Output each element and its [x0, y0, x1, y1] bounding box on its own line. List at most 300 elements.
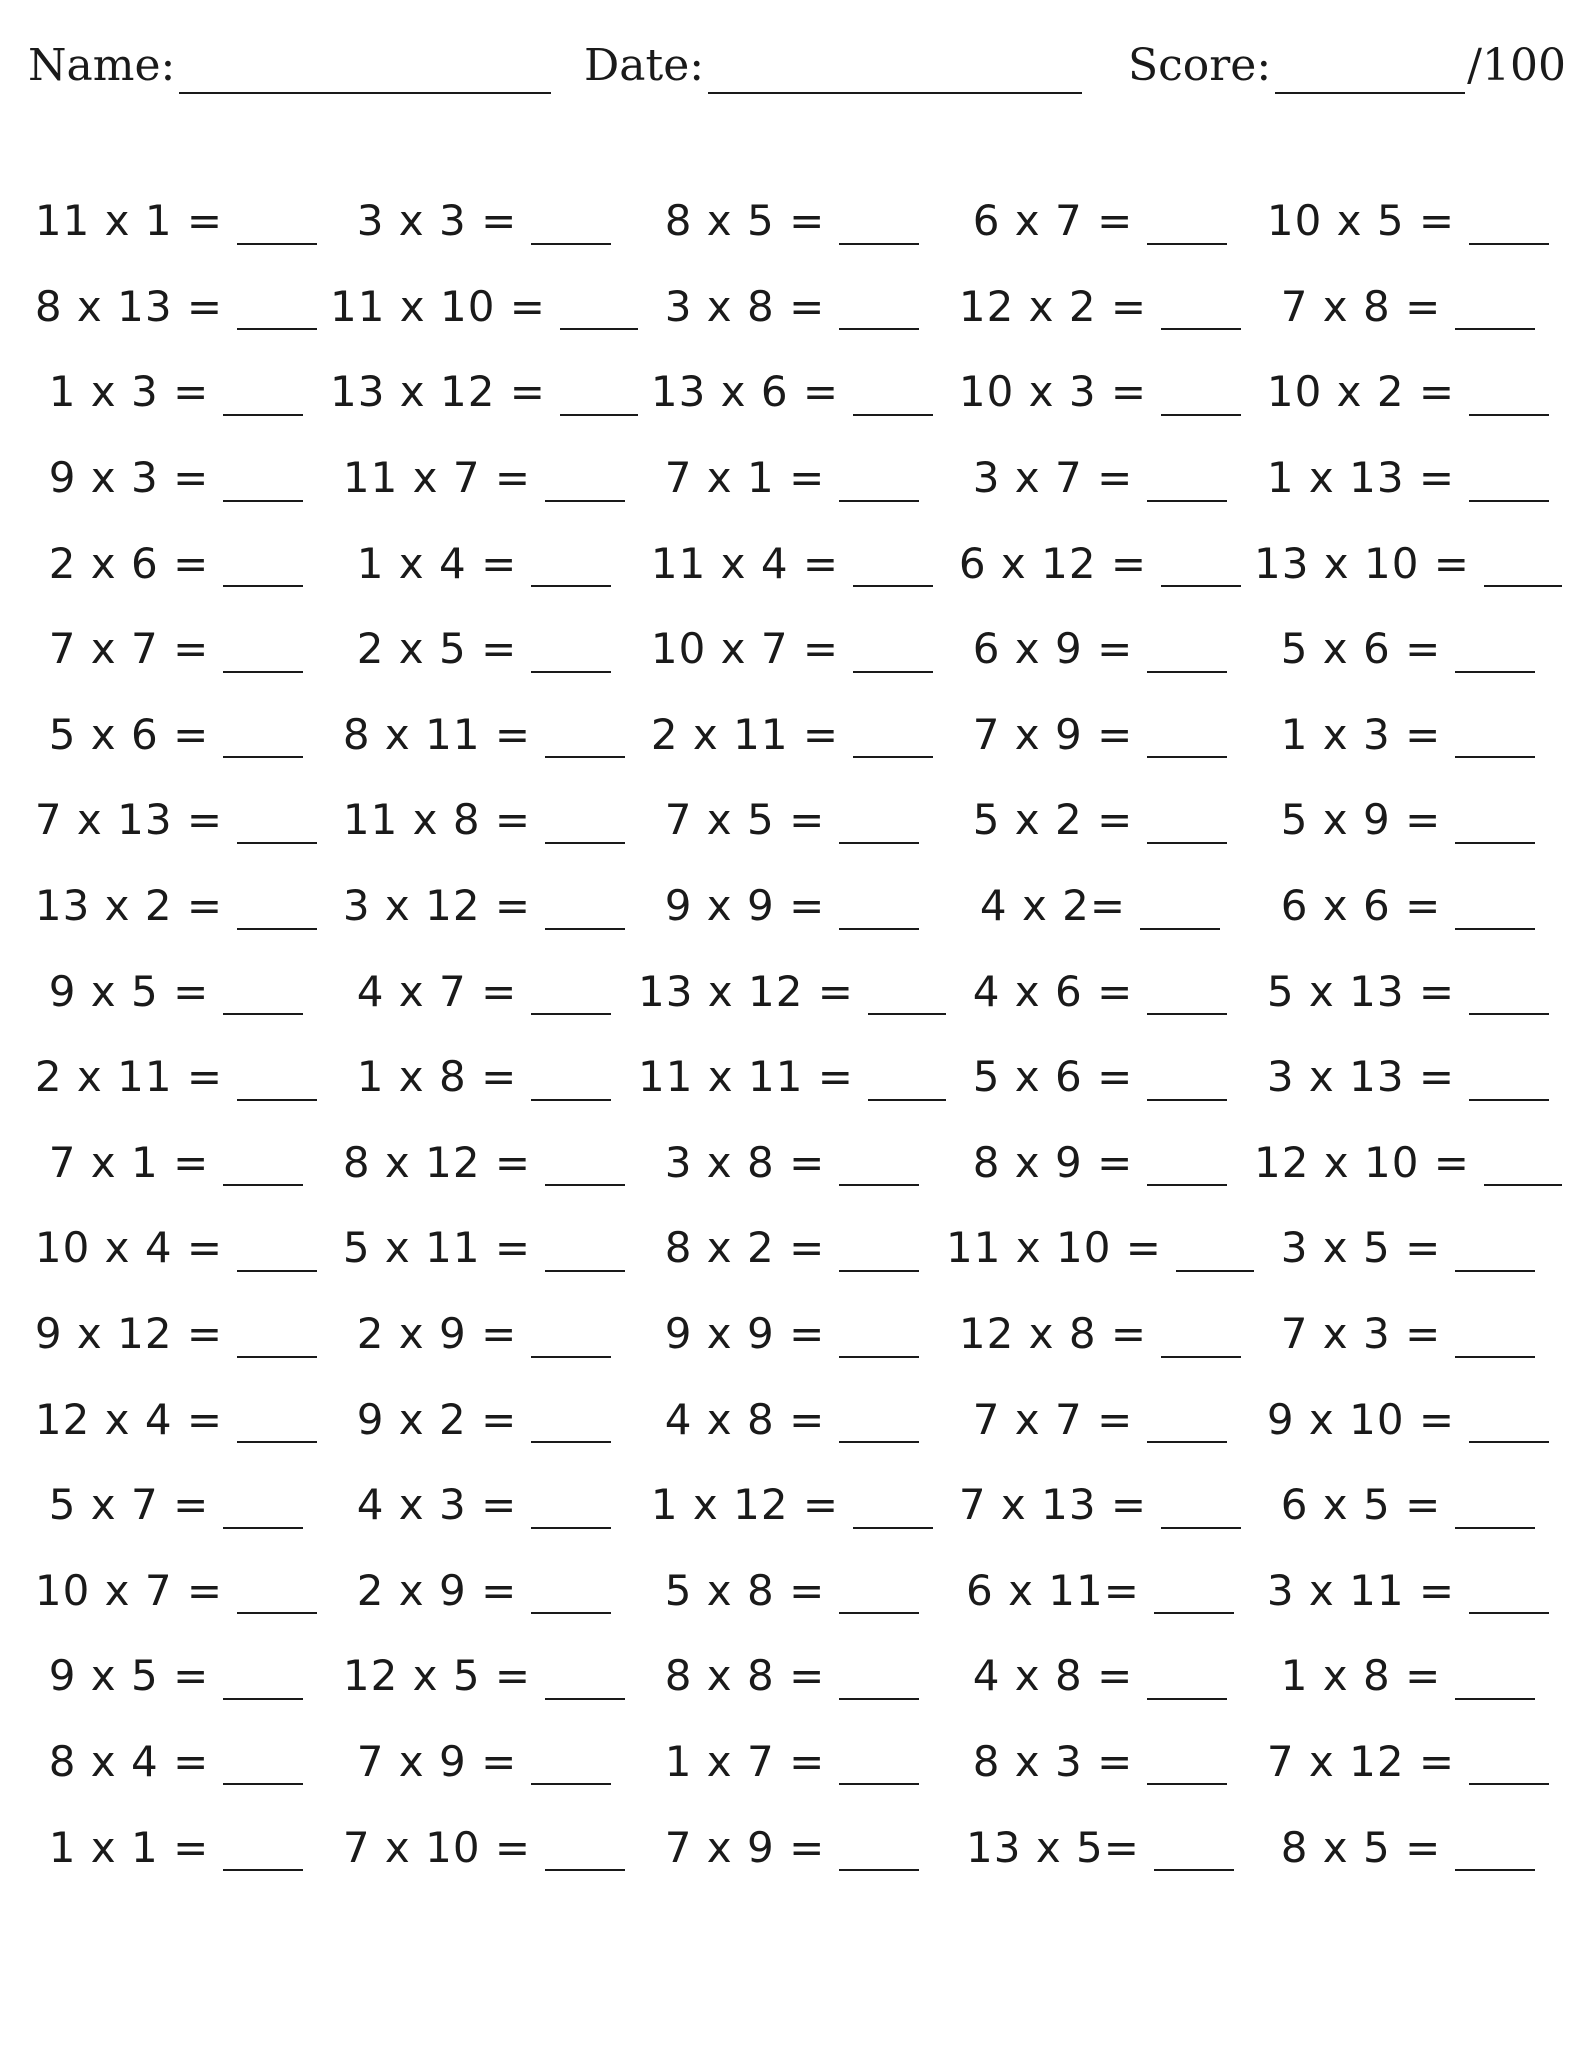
answer-blank[interactable]: [1455, 1232, 1535, 1272]
problem-item: [638, 1719, 946, 1805]
problem-item: [330, 948, 638, 1034]
problem-expression: 12 x 4 =: [34, 1394, 224, 1444]
answer-blank[interactable]: [531, 1574, 611, 1614]
answer-blank[interactable]: [1455, 290, 1535, 330]
answer-blank[interactable]: [237, 1061, 317, 1101]
problem-item: [638, 1462, 946, 1548]
answer-blank[interactable]: [531, 975, 611, 1015]
problem-expression: 1 x 13 =: [1266, 453, 1456, 503]
problem-item: [1254, 948, 1562, 1034]
problem-expression: 4 x 8 =: [664, 1394, 826, 1444]
answer-blank[interactable]: [1161, 290, 1241, 330]
answer-blank[interactable]: [1147, 462, 1227, 502]
problem-item: [22, 264, 330, 350]
problem-expression: 4 x 3 =: [356, 1480, 518, 1530]
answer-blank[interactable]: [531, 1403, 611, 1443]
problem-item: [330, 349, 638, 435]
problem-item: [1254, 1633, 1562, 1719]
answer-blank[interactable]: [839, 1574, 919, 1614]
problem-item: [330, 1462, 638, 1548]
problem-expression: 3 x 8 =: [664, 1137, 826, 1187]
answer-blank[interactable]: [1147, 804, 1227, 844]
answer-blank[interactable]: [839, 290, 919, 330]
problem-item: [638, 1804, 946, 1890]
problem-expression: 9 x 2 =: [356, 1394, 518, 1444]
answer-blank[interactable]: [531, 547, 611, 587]
answer-blank[interactable]: [853, 718, 933, 758]
score-label: Score:: [1128, 40, 1272, 91]
problem-item: [946, 1633, 1254, 1719]
problem-item: [1254, 1548, 1562, 1634]
answer-blank[interactable]: [237, 1232, 317, 1272]
problem-item: [638, 863, 946, 949]
problem-expression: 10 x 3 =: [958, 367, 1148, 417]
problem-item: [946, 1291, 1254, 1377]
problem-expression: 6 x 12 =: [958, 538, 1148, 588]
problem-item: [946, 1376, 1254, 1462]
problem-expression: 5 x 7 =: [48, 1480, 210, 1530]
problem-expression: 8 x 9 =: [972, 1137, 1134, 1187]
problem-expression: 1 x 4 =: [356, 538, 518, 588]
problem-expression: 10 x 7 =: [34, 1565, 224, 1615]
problem-item: [22, 1462, 330, 1548]
problem-item: [638, 1376, 946, 1462]
problem-item: [1254, 1034, 1562, 1120]
problem-item: [638, 1034, 946, 1120]
problem-item: [22, 435, 330, 521]
problem-item: [330, 1548, 638, 1634]
problem-item: [1254, 349, 1562, 435]
problem-item: [22, 1548, 330, 1634]
problem-expression: 3 x 5 =: [1280, 1223, 1442, 1273]
problem-expression: 7 x 8 =: [1280, 281, 1442, 331]
answer-blank[interactable]: [853, 1489, 933, 1529]
answer-blank[interactable]: [1140, 890, 1220, 930]
problem-expression: 2 x 9 =: [356, 1309, 518, 1359]
problem-item: [638, 264, 946, 350]
problem-expression: 5 x 9 =: [1280, 795, 1442, 845]
problem-expression: 13 x 5=: [966, 1822, 1140, 1872]
problem-expression: 3 x 11 =: [1266, 1565, 1456, 1615]
problem-item: [638, 948, 946, 1034]
problem-expression: 8 x 4 =: [48, 1736, 210, 1786]
answer-blank[interactable]: [1147, 1745, 1227, 1785]
answer-blank[interactable]: [839, 462, 919, 502]
problem-item: [946, 692, 1254, 778]
problem-expression: 8 x 13 =: [34, 281, 224, 331]
answer-blank[interactable]: [223, 1489, 303, 1529]
problem-item: [22, 178, 330, 264]
problem-item: [22, 948, 330, 1034]
problem-item: [330, 1804, 638, 1890]
problem-expression: 11 x 8 =: [342, 795, 532, 845]
problem-item: [946, 264, 1254, 350]
problem-expression: 3 x 8 =: [664, 281, 826, 331]
problem-item: [330, 1719, 638, 1805]
answer-blank[interactable]: [1469, 1061, 1549, 1101]
problem-item: [330, 777, 638, 863]
answer-blank[interactable]: [223, 376, 303, 416]
problem-expression: 9 x 9 =: [664, 881, 826, 931]
problem-expression: 4 x 6 =: [972, 966, 1134, 1016]
problem-expression: 7 x 13 =: [34, 795, 224, 845]
problem-expression: 1 x 7 =: [664, 1736, 826, 1786]
answer-blank[interactable]: [1161, 376, 1241, 416]
name-line[interactable]: [179, 42, 551, 94]
answer-blank[interactable]: [1455, 1318, 1535, 1358]
problem-expression: 8 x 8 =: [664, 1651, 826, 1701]
problem-expression: 1 x 1 =: [48, 1822, 210, 1872]
name-field: [28, 38, 551, 94]
problem-expression: 1 x 12 =: [650, 1480, 840, 1530]
problem-item: [946, 1034, 1254, 1120]
problem-expression: 13 x 6 =: [650, 367, 840, 417]
problem-expression: 5 x 6 =: [48, 709, 210, 759]
problem-item: [22, 692, 330, 778]
answer-blank[interactable]: [839, 1232, 919, 1272]
problem-item: [1254, 777, 1562, 863]
problem-item: [946, 1548, 1254, 1634]
problem-item: [22, 1376, 330, 1462]
answer-blank[interactable]: [868, 1061, 946, 1101]
answer-blank[interactable]: [545, 1660, 625, 1700]
answer-blank[interactable]: [223, 1146, 303, 1186]
problem-item: [330, 1205, 638, 1291]
answer-blank[interactable]: [1154, 1574, 1234, 1614]
problem-expression: 10 x 2 =: [1266, 367, 1456, 417]
problem-expression: 11 x 10 =: [946, 1223, 1162, 1273]
problem-expression: 2 x 11 =: [34, 1052, 224, 1102]
problem-expression: 12 x 2 =: [958, 281, 1148, 331]
answer-blank[interactable]: [560, 290, 638, 330]
answer-blank[interactable]: [223, 1660, 303, 1700]
problem-expression: 7 x 9 =: [664, 1822, 826, 1872]
answer-blank[interactable]: [531, 1489, 611, 1529]
problem-item: [638, 1291, 946, 1377]
score-total: /100: [1467, 40, 1566, 91]
answer-blank[interactable]: [223, 1745, 303, 1785]
problem-item: [22, 606, 330, 692]
answer-blank[interactable]: [531, 1318, 611, 1358]
problem-expression: 5 x 2 =: [972, 795, 1134, 845]
problem-item: [330, 1633, 638, 1719]
problem-expression: 7 x 13 =: [958, 1480, 1148, 1530]
answer-blank[interactable]: [1469, 462, 1549, 502]
problem-item: [22, 349, 330, 435]
problem-item: [1254, 435, 1562, 521]
answer-blank[interactable]: [839, 890, 919, 930]
problem-item: [638, 692, 946, 778]
answer-blank[interactable]: [237, 290, 317, 330]
answer-blank[interactable]: [531, 633, 611, 673]
problem-item: [22, 1034, 330, 1120]
score-line[interactable]: [1275, 42, 1465, 94]
problem-expression: 8 x 5 =: [1280, 1822, 1442, 1872]
problem-item: [638, 1633, 946, 1719]
problem-expression: 9 x 5 =: [48, 966, 210, 1016]
answer-blank[interactable]: [1469, 376, 1549, 416]
problem-item: [330, 264, 638, 350]
problem-item: [330, 1120, 638, 1206]
problem-expression: 3 x 13 =: [1266, 1052, 1456, 1102]
problem-expression: 7 x 1 =: [48, 1137, 210, 1187]
problem-expression: 7 x 3 =: [1280, 1309, 1442, 1359]
answer-blank[interactable]: [560, 376, 638, 416]
answer-blank[interactable]: [1147, 1660, 1227, 1700]
problem-expression: 10 x 7 =: [650, 624, 840, 674]
answer-blank[interactable]: [1455, 1660, 1535, 1700]
problem-expression: 8 x 11 =: [342, 709, 532, 759]
answer-blank[interactable]: [1455, 1489, 1535, 1529]
problem-expression: 11 x 10 =: [330, 281, 546, 331]
problem-item: [330, 863, 638, 949]
answer-blank[interactable]: [545, 890, 625, 930]
problem-item: [330, 520, 638, 606]
answer-blank[interactable]: [531, 1745, 611, 1785]
problem-item: [1254, 1719, 1562, 1805]
problem-item: [946, 1804, 1254, 1890]
problem-item: [1254, 1291, 1562, 1377]
problem-item: [330, 1291, 638, 1377]
answer-blank[interactable]: [1469, 1574, 1549, 1614]
answer-blank[interactable]: [1176, 1232, 1254, 1272]
answer-blank[interactable]: [223, 975, 303, 1015]
problem-expression: 6 x 9 =: [972, 624, 1134, 674]
score-field: [1128, 38, 1566, 94]
problem-expression: 5 x 6 =: [972, 1052, 1134, 1102]
answer-blank[interactable]: [1455, 633, 1535, 673]
answer-blank[interactable]: [1147, 1061, 1227, 1101]
problem-expression: 1 x 8 =: [356, 1052, 518, 1102]
problem-expression: 13 x 2 =: [34, 881, 224, 931]
problem-item: [638, 178, 946, 264]
answer-blank[interactable]: [237, 1318, 317, 1358]
problem-item: [22, 1120, 330, 1206]
problem-expression: 7 x 7 =: [972, 1394, 1134, 1444]
answer-blank[interactable]: [1161, 547, 1241, 587]
answer-blank[interactable]: [1154, 1831, 1234, 1871]
problem-expression: 7 x 5 =: [664, 795, 826, 845]
problem-item: [1254, 1205, 1562, 1291]
worksheet-header: [28, 38, 1566, 108]
answer-blank[interactable]: [868, 975, 946, 1015]
answer-blank[interactable]: [223, 1831, 303, 1871]
problem-expression: 8 x 3 =: [972, 1736, 1134, 1786]
problem-expression: 12 x 5 =: [342, 1651, 532, 1701]
problem-item: [22, 863, 330, 949]
problem-item: [638, 1120, 946, 1206]
problem-expression: 10 x 5 =: [1266, 196, 1456, 246]
problem-expression: 4 x 7 =: [356, 966, 518, 1016]
answer-blank[interactable]: [531, 205, 611, 245]
answer-blank[interactable]: [1161, 1489, 1241, 1529]
answer-blank[interactable]: [1469, 975, 1549, 1015]
problem-expression: 7 x 7 =: [48, 624, 210, 674]
answer-blank[interactable]: [545, 1232, 625, 1272]
date-label: Date:: [584, 40, 705, 91]
answer-blank[interactable]: [1161, 1318, 1241, 1358]
problem-item: [946, 435, 1254, 521]
answer-blank[interactable]: [237, 1574, 317, 1614]
answer-blank[interactable]: [1147, 1403, 1227, 1443]
problem-item: [946, 863, 1254, 949]
problem-expression: 11 x 1 =: [34, 196, 224, 246]
date-field: [584, 38, 1082, 94]
answer-blank[interactable]: [1455, 1831, 1535, 1871]
problem-item: [638, 349, 946, 435]
problem-item: [1254, 1376, 1562, 1462]
problem-expression: 9 x 9 =: [664, 1309, 826, 1359]
answer-blank[interactable]: [839, 1403, 919, 1443]
problem-item: [1254, 178, 1562, 264]
answer-blank[interactable]: [237, 205, 317, 245]
problem-item: [1254, 264, 1562, 350]
answer-blank[interactable]: [237, 1403, 317, 1443]
problem-expression: 5 x 11 =: [342, 1223, 532, 1273]
problem-expression: 7 x 10 =: [342, 1822, 532, 1872]
answer-blank[interactable]: [223, 633, 303, 673]
answer-blank[interactable]: [545, 462, 625, 502]
answer-blank[interactable]: [1455, 804, 1535, 844]
problem-expression: 3 x 12 =: [342, 881, 532, 931]
problem-item: [638, 1548, 946, 1634]
problem-expression: 8 x 2 =: [664, 1223, 826, 1273]
answer-blank[interactable]: [237, 890, 317, 930]
answer-blank[interactable]: [1147, 633, 1227, 673]
answer-blank[interactable]: [853, 376, 933, 416]
problem-item: [330, 606, 638, 692]
answer-blank[interactable]: [1147, 975, 1227, 1015]
problem-item: [330, 435, 638, 521]
problem-item: [638, 435, 946, 521]
answer-blank[interactable]: [1147, 205, 1227, 245]
answer-blank[interactable]: [237, 804, 317, 844]
problem-item: [22, 777, 330, 863]
problem-expression: 8 x 5 =: [664, 196, 826, 246]
problem-expression: 5 x 6 =: [1280, 624, 1442, 674]
answer-blank[interactable]: [223, 718, 303, 758]
answer-blank[interactable]: [839, 1146, 919, 1186]
answer-blank[interactable]: [853, 547, 933, 587]
answer-blank[interactable]: [839, 804, 919, 844]
answer-blank[interactable]: [1455, 718, 1535, 758]
answer-blank[interactable]: [1469, 1745, 1549, 1785]
answer-blank[interactable]: [839, 1745, 919, 1785]
problem-item: [22, 1291, 330, 1377]
problem-expression: 11 x 7 =: [342, 453, 532, 503]
problem-expression: 10 x 4 =: [34, 1223, 224, 1273]
problem-expression: 9 x 3 =: [48, 453, 210, 503]
answer-blank[interactable]: [1147, 718, 1227, 758]
problem-expression: 4 x 8 =: [972, 1651, 1134, 1701]
problem-item: [638, 606, 946, 692]
problem-expression: 3 x 3 =: [356, 196, 518, 246]
problem-expression: 8 x 12 =: [342, 1137, 532, 1187]
problem-item: [946, 1120, 1254, 1206]
problem-item: [1254, 606, 1562, 692]
problem-expression: 5 x 13 =: [1266, 966, 1456, 1016]
answer-blank[interactable]: [223, 462, 303, 502]
problem-expression: 13 x 12 =: [330, 367, 546, 417]
problem-expression: 2 x 5 =: [356, 624, 518, 674]
problem-expression: 7 x 9 =: [356, 1736, 518, 1786]
problem-expression: 7 x 12 =: [1266, 1736, 1456, 1786]
answer-blank[interactable]: [531, 1061, 611, 1101]
problem-expression: 13 x 12 =: [638, 966, 854, 1016]
problem-item: [22, 1633, 330, 1719]
problem-item: [1254, 863, 1562, 949]
problem-item: [330, 1034, 638, 1120]
problem-item: [946, 178, 1254, 264]
problem-expression: 6 x 11=: [966, 1565, 1140, 1615]
date-line[interactable]: [708, 42, 1082, 94]
problem-item: [1254, 1804, 1562, 1890]
answer-blank[interactable]: [545, 718, 625, 758]
answer-blank[interactable]: [545, 1831, 625, 1871]
answer-blank[interactable]: [839, 1660, 919, 1700]
problem-expression: 12 x 8 =: [958, 1309, 1148, 1359]
problem-item: [946, 1205, 1254, 1291]
answer-blank[interactable]: [1455, 890, 1535, 930]
problem-expression: 6 x 5 =: [1280, 1480, 1442, 1530]
problem-item: [1254, 520, 1562, 606]
name-label: Name:: [28, 40, 176, 91]
problem-item: [946, 1719, 1254, 1805]
answer-blank[interactable]: [1469, 1403, 1549, 1443]
problem-expression: 2 x 6 =: [48, 538, 210, 588]
answer-blank[interactable]: [1484, 547, 1562, 587]
problem-item: [22, 1719, 330, 1805]
problem-item: [1254, 1120, 1562, 1206]
problem-item: [330, 178, 638, 264]
problem-item: [946, 1462, 1254, 1548]
problem-item: [638, 1205, 946, 1291]
problem-item: [946, 777, 1254, 863]
problem-item: [330, 1376, 638, 1462]
problem-item: [22, 520, 330, 606]
problem-expression: 3 x 7 =: [972, 453, 1134, 503]
problem-item: [22, 1804, 330, 1890]
problem-expression: 2 x 11 =: [650, 709, 840, 759]
problem-item: [1254, 692, 1562, 778]
answer-blank[interactable]: [839, 1318, 919, 1358]
answer-blank[interactable]: [545, 804, 625, 844]
problem-expression: 1 x 3 =: [48, 367, 210, 417]
problem-expression: 2 x 9 =: [356, 1565, 518, 1615]
answer-blank[interactable]: [545, 1146, 625, 1186]
problem-expression: 12 x 10 =: [1254, 1137, 1470, 1187]
problem-item: [22, 1205, 330, 1291]
problem-item: [946, 606, 1254, 692]
problem-item: [946, 520, 1254, 606]
answer-blank[interactable]: [1147, 1146, 1227, 1186]
answer-blank[interactable]: [853, 633, 933, 673]
problem-item: [638, 777, 946, 863]
answer-blank[interactable]: [839, 205, 919, 245]
answer-blank[interactable]: [1469, 205, 1549, 245]
problem-expression: 13 x 10 =: [1254, 538, 1470, 588]
problem-expression: 1 x 8 =: [1280, 1651, 1442, 1701]
problem-expression: 7 x 9 =: [972, 709, 1134, 759]
answer-blank[interactable]: [1484, 1146, 1562, 1186]
problem-expression: 9 x 12 =: [34, 1309, 224, 1359]
problem-expression: 9 x 5 =: [48, 1651, 210, 1701]
problem-item: [946, 349, 1254, 435]
problem-expression: 6 x 7 =: [972, 196, 1134, 246]
answer-blank[interactable]: [839, 1831, 919, 1871]
problem-item: [330, 692, 638, 778]
answer-blank[interactable]: [223, 547, 303, 587]
